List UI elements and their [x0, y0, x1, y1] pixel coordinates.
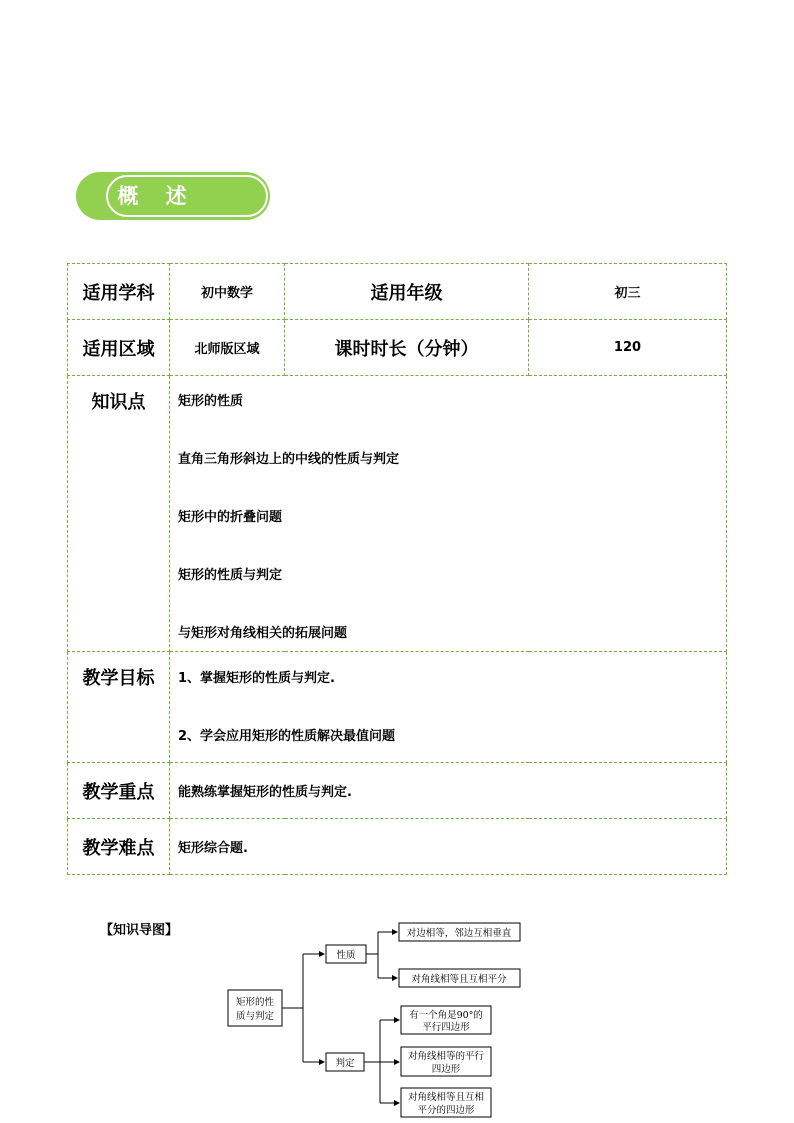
properties-connectors — [366, 932, 397, 978]
property-node-text: 对角线相等且互相平分 — [411, 974, 507, 985]
knowledge-label: 知识点 — [68, 376, 170, 652]
region-value: 北师版区域 — [170, 320, 285, 376]
root-connectors — [282, 954, 324, 1062]
region-label: 适用区域 — [68, 320, 170, 376]
criteria-connectors — [364, 1020, 399, 1103]
subject-label: 适用学科 — [68, 264, 170, 320]
duration-label: 课时时长（分钟） — [285, 320, 529, 376]
list-item: 与矩形对角线相关的拓展问题 — [178, 626, 348, 641]
difficulties-label: 教学难点 — [68, 819, 170, 875]
section-title: 概 述 — [117, 183, 197, 208]
properties-node-label: 性质 — [336, 950, 356, 961]
criterion-node-line2: 平行四边形 — [422, 1022, 470, 1033]
mindmap-title: 【知识导图】 — [100, 923, 179, 938]
goals-label: 教学目标 — [68, 652, 170, 763]
grade-value: 初三 — [529, 264, 727, 320]
criterion-node-line2: 平分的四边形 — [417, 1105, 475, 1116]
key-points-text: 能熟练掌握矩形的性质与判定. — [170, 763, 727, 819]
duration-value: 120 — [529, 320, 727, 376]
key-points-label: 教学重点 — [68, 763, 170, 819]
property-node-text: 对边相等，邻边互相垂直 — [406, 928, 512, 939]
root-node-line2: 质与判定 — [235, 1011, 275, 1022]
subject-value: 初中数学 — [170, 264, 285, 320]
grade-label: 适用年级 — [285, 264, 529, 320]
criterion-node-line1: 有一个角是90°的 — [409, 1010, 483, 1021]
list-item: 矩形的性质与判定 — [178, 568, 283, 583]
criterion-node-line1: 对角线相等且互相 — [407, 1092, 485, 1103]
list-item: 2、学会应用矩形的性质解决最值问题 — [178, 729, 396, 744]
criteria-node-label: 判定 — [335, 1058, 355, 1069]
root-node-line1: 矩形的性 — [235, 997, 275, 1008]
list-item: 矩形的性质 — [178, 394, 244, 409]
list-item: 1、掌握矩形的性质与判定. — [178, 671, 335, 686]
criterion-node-line2: 四边形 — [431, 1064, 461, 1075]
list-item: 矩形中的折叠问题 — [178, 510, 283, 525]
criterion-node-line1: 对角线相等的平行 — [407, 1051, 485, 1062]
list-item: 直角三角形斜边上的中线的性质与判定 — [178, 452, 400, 467]
difficulties-text: 矩形综合题. — [170, 819, 727, 875]
